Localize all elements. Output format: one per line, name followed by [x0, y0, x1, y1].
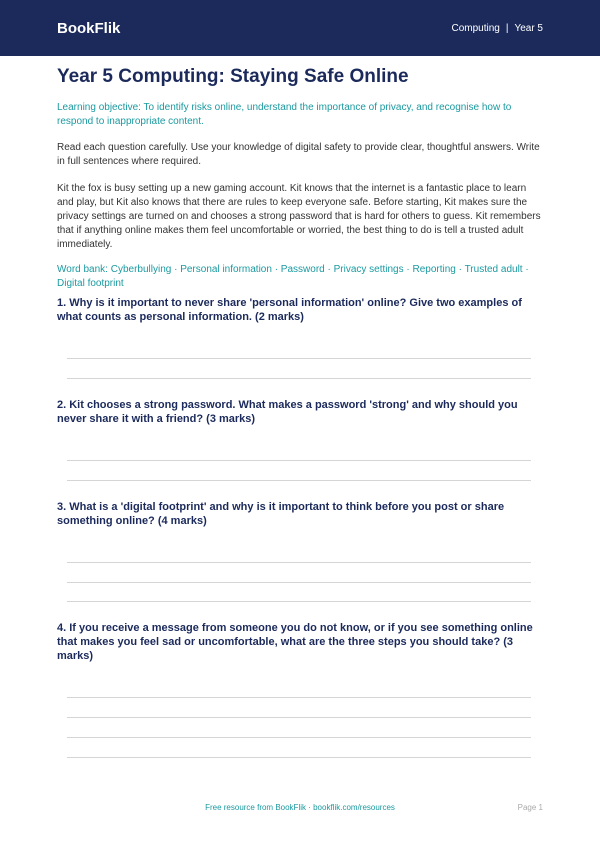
word-bank: Word bank: Cyberbullying · Personal information · Password · Privacy settings · Reporting · Trusted adult · Digital footprint — [57, 264, 529, 289]
answer-line[interactable] — [67, 480, 531, 481]
answer-line[interactable] — [67, 601, 531, 602]
breadcrumb-separator: | — [505, 22, 509, 34]
instructions: Read each question carefully. Use your knowledge of digital safety to provide clear, thoughtful answers. Write in full sentences where required. — [57, 142, 540, 167]
answer-line[interactable] — [67, 358, 531, 359]
footer-link[interactable]: Free resource from BookFlik · bookflik.com/resources — [205, 803, 395, 812]
answer-line[interactable] — [67, 757, 531, 758]
answer-line[interactable] — [67, 460, 531, 461]
answer-line[interactable] — [67, 562, 531, 563]
brand-logo: BookFlik — [57, 19, 121, 37]
page-footer — [0, 801, 600, 815]
breadcrumb-year: Year 5 — [514, 22, 543, 34]
question-2: 2. Kit chooses a strong password. What makes a password 'strong' and why should you never share it with a friend? (3 marks) — [57, 399, 518, 425]
answer-line[interactable] — [67, 582, 531, 583]
answer-line[interactable] — [67, 378, 531, 379]
page-title: Year 5 Computing: Staying Safe Online — [57, 66, 409, 87]
question-3: 3. What is a 'digital footprint' and why is it important to think before you post or share something online? (4 marks) — [57, 501, 505, 527]
story-paragraph: Kit the fox is busy setting up a new gaming account. Kit knows that the internet is a fantastic place to learn and play, but Kit also knows that there are rules to keep everyone safe. Before starting, Kit makes sure the privacy settings are turned on and chooses a strong password that is hard for others to guess. Kit remembers that if anything online makes them feel uncomfortable or worried, the best thing to do is tell a trusted adult immediately. — [57, 183, 541, 250]
page-number: Page 1 — [517, 803, 543, 812]
page-header — [0, 0, 600, 56]
breadcrumb — [451, 23, 543, 34]
answer-line[interactable] — [67, 737, 531, 738]
worksheet-intro — [57, 66, 543, 291]
answer-line[interactable] — [67, 697, 531, 698]
breadcrumb-subject: Computing — [451, 22, 500, 34]
question-4: 4. If you receive a message from someone you do not know, or if you see something online that makes you feel sad or uncomfortable, what are the three steps you should take? (3 marks) — [57, 622, 533, 662]
answer-line[interactable] — [67, 717, 531, 718]
learning-objective: Learning objective: To identify risks online, understand the importance of privacy, and recognise how to respond to inappropriate content. — [57, 102, 512, 127]
question-1: 1. Why is it important to never share 'personal information' online? Give two examples of what counts as personal information. (2 marks) — [57, 297, 522, 323]
